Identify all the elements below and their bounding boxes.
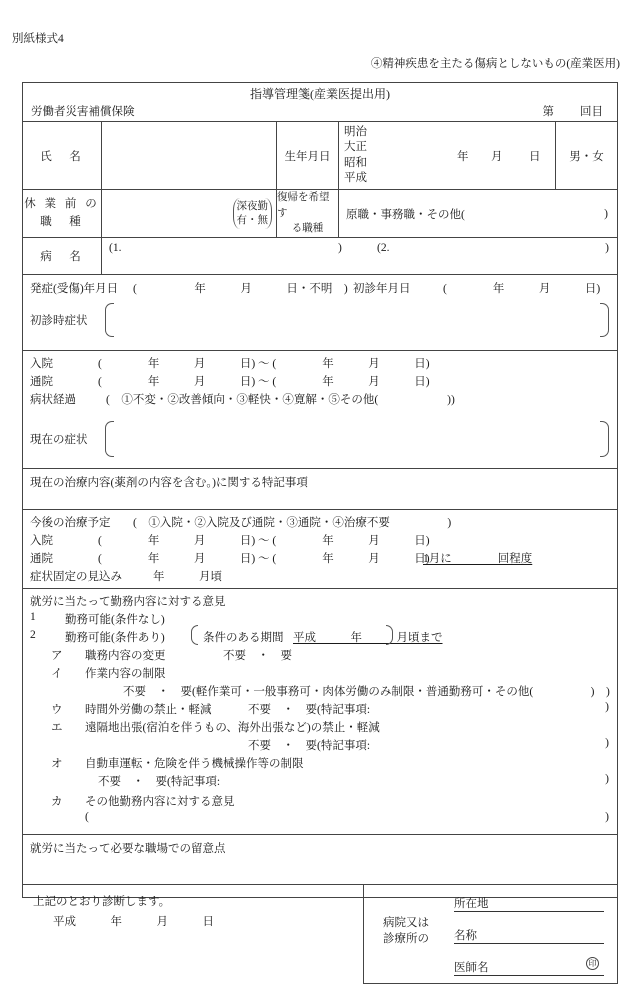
desired-job-options-text: 原職・事務職・その他( [346, 208, 465, 221]
night-shift-label: 深夜勤 [236, 200, 268, 212]
desired-job-close-paren: ) [604, 207, 608, 220]
first-visit-date-input[interactable]: ( 年 月 日) [443, 283, 601, 295]
count-prefix: 第 [542, 106, 554, 118]
birthdate-input[interactable] [338, 122, 555, 189]
clinic-info-box [363, 884, 618, 984]
onset-date-input[interactable]: ( 年 月 日・不明 ) [133, 283, 348, 295]
occupation-row [23, 189, 617, 237]
name-input[interactable] [101, 122, 276, 189]
condition-period-input[interactable]: 平成 年 月頃まで [293, 632, 443, 644]
sub-item-u-options[interactable]: 不要 ・ 要(特記事項: [248, 704, 371, 716]
treatment-note-label: 現在の治療内容(薬剤の内容を含む。)に関する特記事項 [30, 477, 308, 489]
work-opinion-section [23, 588, 617, 793]
disease-row [23, 237, 617, 274]
current-symptom-bracket-close [600, 421, 609, 457]
clinic-address-label: 所在地 [454, 898, 489, 910]
sub-item-o-close: ) [605, 773, 609, 785]
disease-label: 病 名 [40, 251, 84, 263]
first-visit-label: 初診年月日 [353, 283, 411, 295]
progress-label: 病状経過 [30, 394, 76, 406]
desired-job-label-line1: 復帰を希望す [277, 191, 330, 219]
previous-job-label [23, 190, 101, 237]
sub-item-i-title: 作業内容の制限 [85, 668, 166, 680]
sub-item-ka-open: ( [85, 811, 89, 823]
work-opinion-item-1-number: 1 [30, 611, 36, 623]
sub-item-o-title: 自動車運転・危険を伴う機械操作等の制限 [85, 758, 304, 770]
future-treatment-label: 今後の治療予定 [30, 517, 111, 529]
clinic-address-field[interactable] [454, 892, 604, 912]
treatment-note-section [23, 468, 617, 509]
sub-item-ka-marker: カ [51, 796, 63, 808]
birth-day: 日 [529, 151, 541, 163]
disease-input[interactable] [101, 238, 617, 274]
visit-count [543, 103, 604, 119]
sub-item-o-options[interactable]: 不要 ・ 要(特記事項: [98, 776, 221, 788]
sub-item-i-marker: イ [51, 668, 63, 680]
form-id: 別紙様式4 [12, 33, 64, 45]
work-opinion-item-2-text[interactable]: 勤務可能(条件あり) [65, 632, 165, 644]
desired-job-label [276, 190, 338, 237]
seal-icon [586, 957, 599, 970]
insurance-name: 労働者災害補償保険 [31, 106, 135, 118]
count-suffix: 回目 [580, 106, 603, 118]
era-heisei: 平成 [344, 171, 367, 184]
form-frame [22, 82, 618, 974]
signature-section [23, 884, 617, 974]
sub-item-o-marker: オ [51, 758, 63, 770]
identity-row [23, 121, 617, 189]
future-outpatient-input[interactable]: ( 年 月 日) ～ ( 年 月 日) [98, 553, 430, 565]
first-symptom-label: 初診時症状 [30, 315, 88, 327]
course-section [23, 350, 617, 468]
previous-job-label-line2: 職 種 [40, 215, 84, 228]
birth-month: 月 [491, 151, 503, 163]
condition-period-label: 条件のある期間 [203, 632, 284, 644]
current-symptom-bracket-open [105, 421, 114, 457]
era-list [339, 125, 367, 186]
document-title: 指導管理箋(産業医提出用) [250, 87, 390, 101]
future-admission-label: 入院 [30, 535, 53, 547]
seal-text: 印 [588, 959, 597, 968]
disease-item-2-close: ) [605, 242, 609, 254]
form-subtitle: ④精神疾患を主たる傷病としないもの(産業医用) [370, 58, 620, 70]
work-opinion-item-2-number: 2 [30, 629, 36, 641]
visit-frequency-input[interactable]: 1月に 回程度 [423, 553, 533, 565]
sub-item-e-title: 遠隔地出張(宿泊を伴うもの、海外出張など)の禁止・軽減 [85, 722, 380, 734]
current-symptom-label: 現在の症状 [30, 434, 88, 446]
sub-item-u-marker: ウ [51, 704, 63, 716]
work-opinion-heading: 就労に当たって勤務内容に対する意見 [30, 596, 226, 608]
sub-item-e-close: ) [605, 737, 609, 749]
sub-item-u-close: ) [605, 701, 609, 713]
doctor-name-label: 医師名 [454, 962, 489, 974]
era-meiji: 明治 [344, 126, 367, 139]
birth-year: 年 [457, 151, 469, 163]
progress-options[interactable]: ( ①不変・②改善傾向・③軽快・④寛解・⑤その他( )) [106, 394, 455, 406]
era-showa: 昭和 [344, 156, 367, 169]
sub-item-ka-title: その他勤務内容に対する意見 [85, 796, 235, 808]
treatment-note-input[interactable] [30, 491, 610, 507]
work-opinion-item-1-text[interactable]: 勤務可能(条件なし) [65, 614, 165, 626]
first-symptom-bracket-close [600, 303, 609, 337]
sub-item-e-options[interactable]: 不要 ・ 要(特記事項: [248, 740, 371, 752]
desired-job-label-line2: る職種 [291, 223, 324, 235]
clinic-label-line1: 病院又は [383, 917, 429, 929]
future-admission-input[interactable]: ( 年 月 日) ～ ( 年 月 日) [98, 535, 430, 547]
sub-item-ka-close[interactable]: ) [605, 811, 609, 823]
course-outpatient-label: 通院 [30, 376, 53, 388]
previous-job-input[interactable] [101, 190, 276, 237]
first-symptom-bracket-open [105, 303, 114, 337]
clinic-name-label: 名称 [454, 930, 477, 942]
workplace-notes-heading: 就労に当たって必要な職場での留意点 [30, 843, 226, 855]
sub-item-i-options[interactable]: 不要 ・ 要(軽作業可・一般事務可・肉体労働のみ制限・普通勤務可・その他( ) ) [123, 686, 610, 698]
workplace-notes-section [23, 834, 617, 884]
future-treatment-section [23, 509, 617, 588]
course-outpatient-input[interactable]: ( 年 月 日) ～ ( 年 月 日) [98, 376, 430, 388]
doctor-name-field[interactable] [454, 956, 604, 976]
current-symptom-input[interactable] [115, 421, 599, 457]
onset-section [23, 274, 617, 350]
era-taisho: 大正 [344, 141, 367, 154]
clinic-label [372, 916, 440, 947]
future-treatment-options[interactable]: ( ①入院・②入院及び通院・③通院・④治療不要 ) [133, 517, 452, 529]
clinic-name-field[interactable] [454, 924, 604, 944]
night-shift-options[interactable]: 有・無 [236, 214, 268, 226]
previous-job-label-line1: 休 業 前 の [24, 198, 100, 211]
sub-item-a-marker: ア [51, 650, 63, 662]
disease-item-1: (1. [109, 242, 122, 254]
title-bar [23, 83, 617, 121]
course-admission-input[interactable]: ( 年 月 日) ～ ( 年 月 日) [98, 358, 430, 370]
name-label: 氏 名 [40, 150, 84, 163]
condition-period-bracket-open [191, 625, 198, 645]
sub-item-e-marker: エ [51, 722, 63, 734]
disease-item-1-close: ) [338, 242, 342, 254]
first-symptom-input[interactable] [115, 303, 599, 337]
desired-job-options[interactable] [338, 190, 617, 237]
sub-item-a-options[interactable]: 不要 ・ 要 [223, 650, 292, 662]
future-outpatient-label: 通院 [30, 553, 53, 565]
workplace-notes-input[interactable] [30, 859, 610, 881]
clinic-label-line2: 診療所の [383, 932, 429, 945]
diagnosis-date-input[interactable]: 平成 年 月 日 [53, 916, 214, 928]
fixation-label: 症状固定の見込み [30, 571, 122, 583]
work-opinion-other-section [23, 793, 617, 834]
sub-item-a-title: 職務内容の変更 [85, 650, 166, 662]
diagnosis-statement: 上記のとおり診断します。 [33, 896, 171, 908]
disease-item-2: (2. [377, 242, 390, 254]
birthdate-label: 生年月日 [276, 122, 338, 189]
fixation-input[interactable]: 年 月頃 [153, 571, 222, 583]
sub-item-u-title: 時間外労働の禁止・軽減 [85, 704, 212, 716]
onset-label: 発症(受傷)年月日 [30, 283, 119, 295]
night-shift-box[interactable] [233, 198, 273, 229]
gender-field[interactable]: 男・女 [555, 122, 617, 189]
course-admission-label: 入院 [30, 358, 53, 370]
